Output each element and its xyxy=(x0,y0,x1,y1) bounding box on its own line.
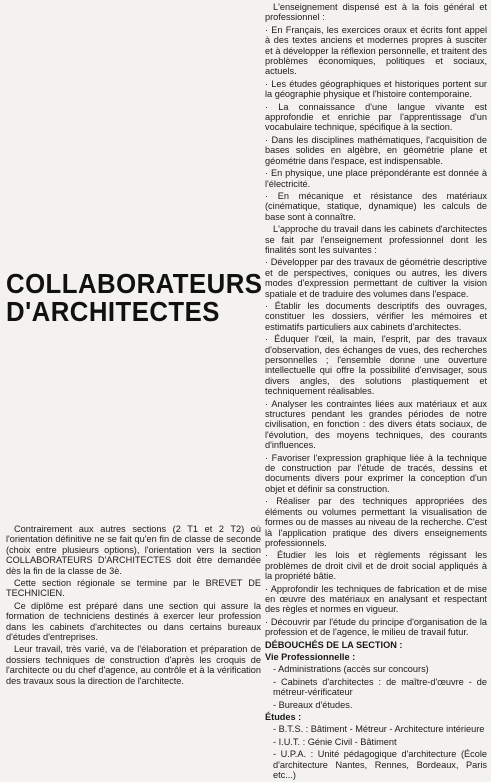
pro-item: · Réaliser par des techniques appropriées des éléments ou volumes permettant la visualisation de formes ou de masses au niveau de la recherche. C'est là l'application pratique des divers enseignements professionnels. xyxy=(265,496,487,548)
pro-item: · Éduquer l'œil, la main, l'esprit, par des travaux d'observation, des échanges de vues, des recherches personnelles ; l'ensemble donne une ouverture intellectuelle qui offre la possibilité d'envisager, sous divers angles, des solutions plastiquement et techniquement réalisables. xyxy=(265,334,487,396)
title-line-2: D'ARCHITECTES xyxy=(6,296,220,327)
general-item: · Dans les disciplines mathématiques, l'acquisition de bases solides en algèbre, en géométrie plane et géométrie dans l'espace, est indispensable. xyxy=(265,135,487,166)
general-item: · La connaissance d'une langue vivante est approfondie et enrichie par l'apprentissage d'un vocabulaire technique, spécifique à la section. xyxy=(265,102,487,133)
pro-item: · Découvrir par l'étude du principe d'organisation de la profession et de l'agence, le milieu de travail futur. xyxy=(265,617,487,638)
right-column xyxy=(265,2,487,782)
etudes-item: - B.T.S. : Bâtiment - Métreur - Architecture intérieure xyxy=(265,724,487,734)
general-item: · Les études géographiques et historiques portent sur la géographie physique et l'histoire contemporaine. xyxy=(265,79,487,100)
etudes-item: - I.U.T. : Génie Civil - Bâtiment xyxy=(265,737,487,747)
pro-item: · Développer par des travaux de géométrie descriptive et de perspectives, coniques ou autres, les divers modes d'expression permettant de cultiver la vision spatiale et de traduire des volumes dans l'espace. xyxy=(265,257,487,299)
pro-item: · Étudier les lois et règlements régissant les problèmes de droit civil et de droit social appliqués à la propriété bâtie. xyxy=(265,550,487,581)
pro-item: · Analyser les contraintes liées aux matériaux et aux structures pendant les grandes périodes de notre civilisation, en fonction : des divers états sociaux, de l'évolution, des moyens techniques, des courants d'influences. xyxy=(265,399,487,451)
vie-pro-item: - Bureaux d'études. xyxy=(265,700,487,710)
etudes-item: - U.P.A. : Unité pédagogique d'architecture (École d'architecture Nantes, Rennes, Bordeaux, Paris etc...) xyxy=(265,749,487,780)
page-title xyxy=(6,268,263,327)
vie-pro-heading: Vie Professionnelle : xyxy=(265,651,356,662)
left-column xyxy=(6,524,261,688)
left-paragraph: Leur travail, très varié, va de l'élaboration et préparation de dossiers techniques de construction d'après les croquis de l'architecte ou du chef d'agence, au contrôle et à la vérification des travaux sous la direction de l'architecte. xyxy=(6,644,261,686)
left-paragraph: Cette section régionale se termine par le BREVET DE TECHNICIEN. xyxy=(6,578,261,599)
pro-item: · Approfondir les techniques de fabrication et de mise en œuvre des matériaux en analysant et respectant des règles et normes en vigueur. xyxy=(265,584,487,615)
left-paragraph: Contrairement aux autres sections (2 T1 et 2 T2) où l'orientation définitive ne se fait qu'en fin de classe de seconde (choix entre plusieurs options), l'orientation vers la section COLLABORATEURS D'ARCHITECTES doit être demandée dès la fin de la classe de 3è. xyxy=(6,524,261,576)
bleed-through-decoration xyxy=(170,0,260,110)
pro-item: · Favoriser l'expression graphique liée à la technique de construction par l'étude de tracés, dessins et documents divers pour exprimer la conception d'un objet et définir sa construction. xyxy=(265,453,487,495)
general-item: · En mécanique et résistance des matériaux (cinématique, statique, dynamique) les calculs de base sont à connaître. xyxy=(265,191,487,222)
approach-paragraph: L'approche du travail dans les cabinets d'architectes se fait par l'enseignement professionnel dont les finalités sont les suivantes : xyxy=(265,224,487,255)
general-item: · En Français, les exercices oraux et écrits font appel à des textes anciens et modernes propres à susciter et à développer la réflexion personnelle, et traitent des problèmes économiques, politiques et sociaux, actuels. xyxy=(265,25,487,77)
etudes-heading: Études : xyxy=(265,712,302,722)
debouches-heading: DÉBOUCHÉS DE LA SECTION : xyxy=(265,639,403,650)
vie-pro-item: - Administrations (accès sur concours) xyxy=(265,664,487,674)
pro-item: · Établir les documents descriptifs des ouvrages, constituer les dossiers, vérifier les mémoires et estimatifs particuliers aux cabinets d'architectes. xyxy=(265,301,487,332)
vie-pro-item: - Cabinets d'architectes : de maître-d'œuvre - de métreur-vérificateur xyxy=(265,677,487,698)
title-line-1: COLLABORATEURS xyxy=(6,268,263,299)
general-item: · En physique, une place prépondérante est donnée à l'électricité. xyxy=(265,168,487,189)
intro-paragraph: L'enseignement dispensé est à la fois général et professionnel : xyxy=(265,2,487,23)
left-paragraph: Ce diplôme est préparé dans une section qui assure la formation de techniciens destinés à exercer leur profession dans les cabinets d'architectes ou dans certains bureaux d'études d'entreprises. xyxy=(6,600,261,643)
